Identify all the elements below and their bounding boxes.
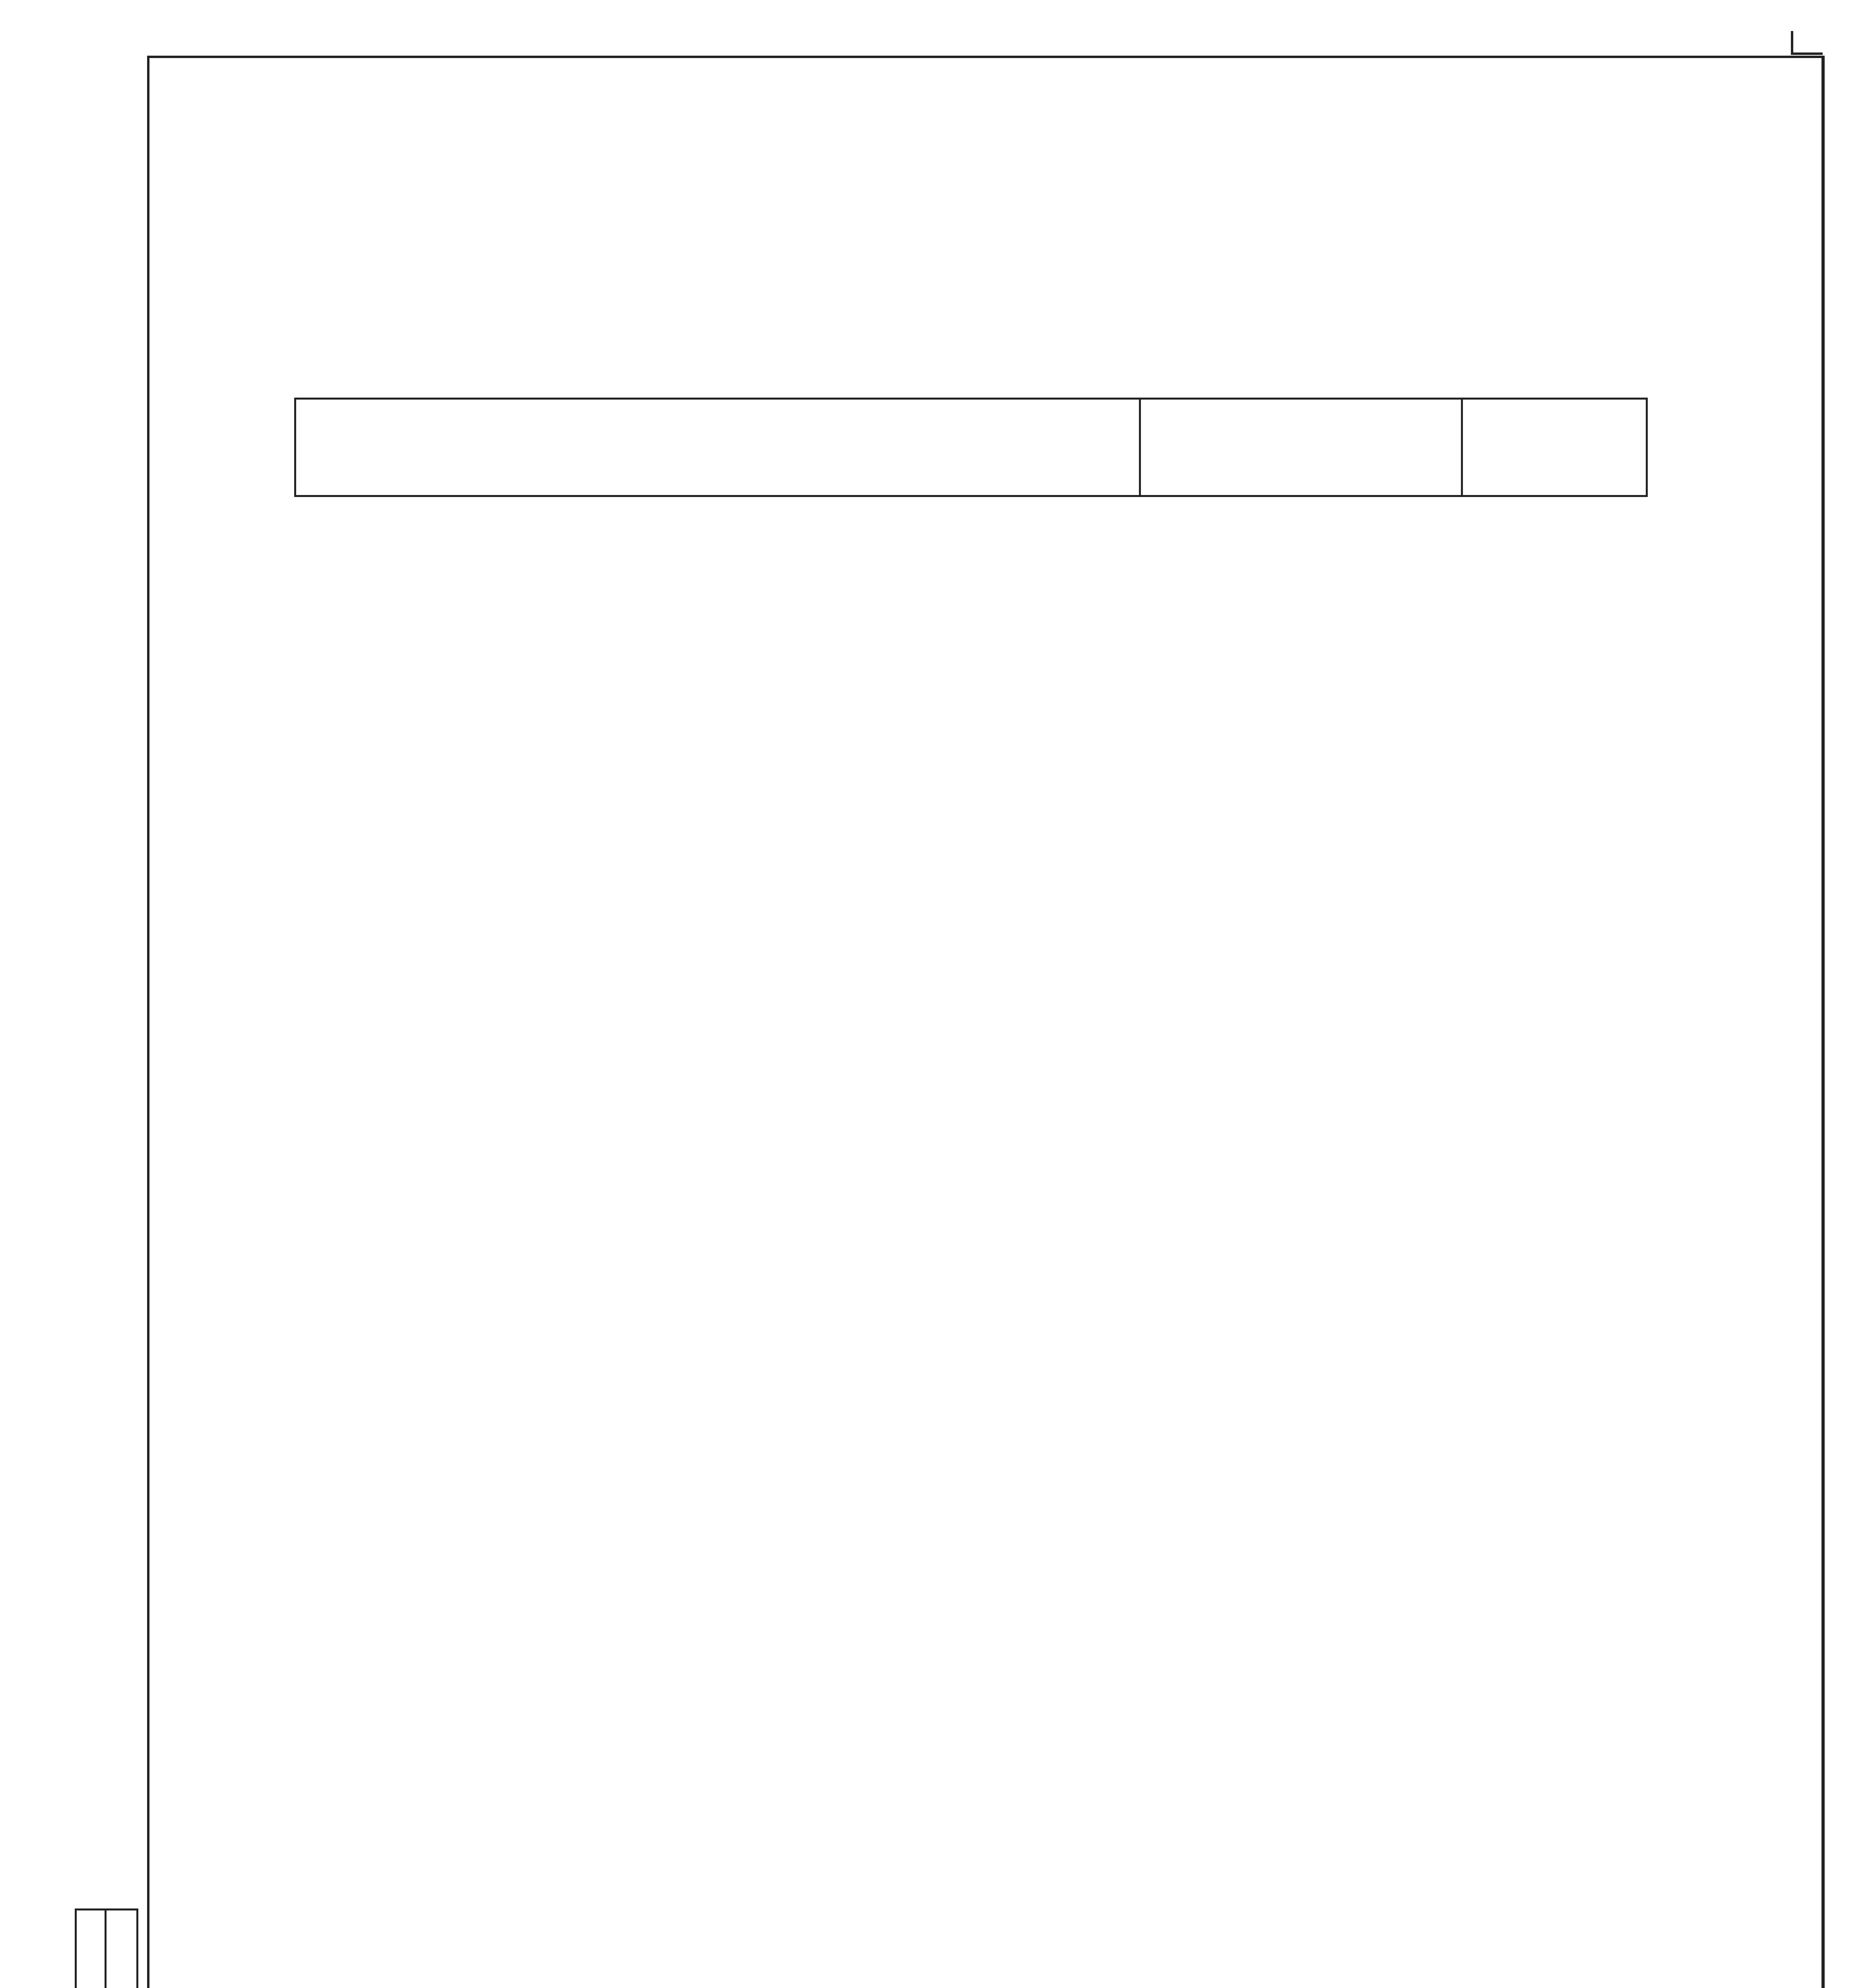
side-stamp	[75, 1908, 138, 1988]
stamp-divider	[105, 1910, 107, 1988]
drawing-frame	[147, 56, 1825, 1988]
header-code	[1140, 399, 1462, 496]
series-side-label	[123, 99, 163, 815]
header-name	[295, 399, 1140, 496]
table-header-row	[295, 399, 1647, 496]
contents-table	[294, 398, 1648, 497]
corner-mark	[1791, 31, 1823, 55]
header-page	[1462, 399, 1647, 496]
